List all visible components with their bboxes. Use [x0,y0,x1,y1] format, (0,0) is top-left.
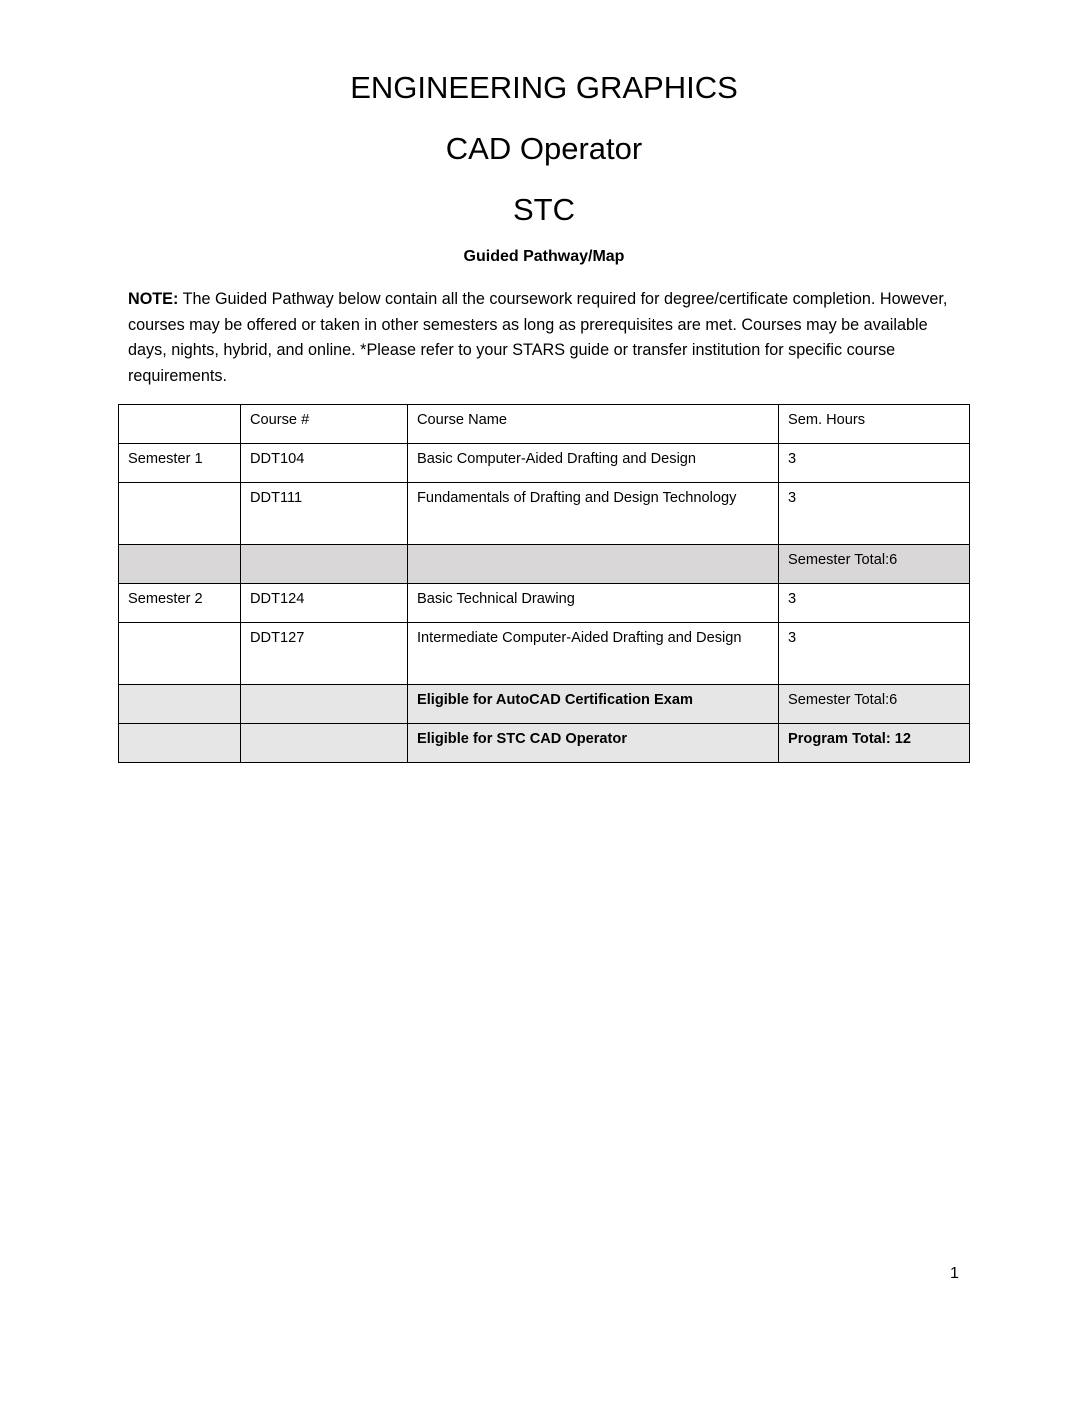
document-subtitle-credential: STC [513,192,575,227]
table-cell [241,685,408,724]
note-paragraph [128,287,958,389]
table-cell: Eligible for AutoCAD Certification Exam [408,685,779,724]
table-cell: Basic Computer-Aided Drafting and Design [408,444,779,483]
table-cell: Semester 1 [119,444,241,483]
document-subtitle-program: CAD Operator [445,131,643,166]
table-cell [119,685,241,724]
table-cell [119,545,241,584]
note-text: The Guided Pathway below contain all the coursework required for degree/certificate completion. However, courses may be offered or taken in other semesters as long as prerequisites are met. Courses may be available days, nights, hybrid, and online. *Please refer to your STARS guide or transfer institution for specific course requirements. [128,290,948,385]
table-row [119,444,970,483]
table-cell: 3 [779,584,970,623]
table-cell [119,483,241,545]
table-cell: Program Total: 12 [779,724,970,763]
table-cell [241,545,408,584]
note-label: NOTE: [128,290,179,308]
table-row-semester-total [119,545,970,584]
table-cell: DDT104 [241,444,408,483]
table-row-program-total [119,724,970,763]
header-cell: Course Name [408,405,779,444]
header-cell [119,405,241,444]
document-title: ENGINEERING GRAPHICS [350,70,738,105]
pathway-table [118,404,970,763]
table-row-semester-total [119,685,970,724]
table-row [119,483,970,545]
table-cell: Semester Total:6 [779,545,970,584]
table-cell: Basic Technical Drawing [408,584,779,623]
table-cell: Intermediate Computer-Aided Drafting and Design [408,623,779,685]
table-cell: DDT127 [241,623,408,685]
table-cell: 3 [779,483,970,545]
table-cell: Fundamentals of Drafting and Design Technology [408,483,779,545]
table-cell: Semester 2 [119,584,241,623]
table-cell: DDT111 [241,483,408,545]
table-cell: Eligible for STC CAD Operator [408,724,779,763]
table-header-row [119,405,970,444]
table-cell: Semester Total:6 [779,685,970,724]
header-cell: Course # [241,405,408,444]
table-cell [408,545,779,584]
table-row [119,584,970,623]
table-cell [119,724,241,763]
table-row [119,623,970,685]
header-cell: Sem. Hours [779,405,970,444]
table-cell: 3 [779,623,970,685]
table-cell: DDT124 [241,584,408,623]
table-cell: 3 [779,444,970,483]
page-number: 1 [950,1265,959,1282]
table-cell [119,623,241,685]
section-heading: Guided Pathway/Map [463,248,625,265]
table-cell [241,724,408,763]
